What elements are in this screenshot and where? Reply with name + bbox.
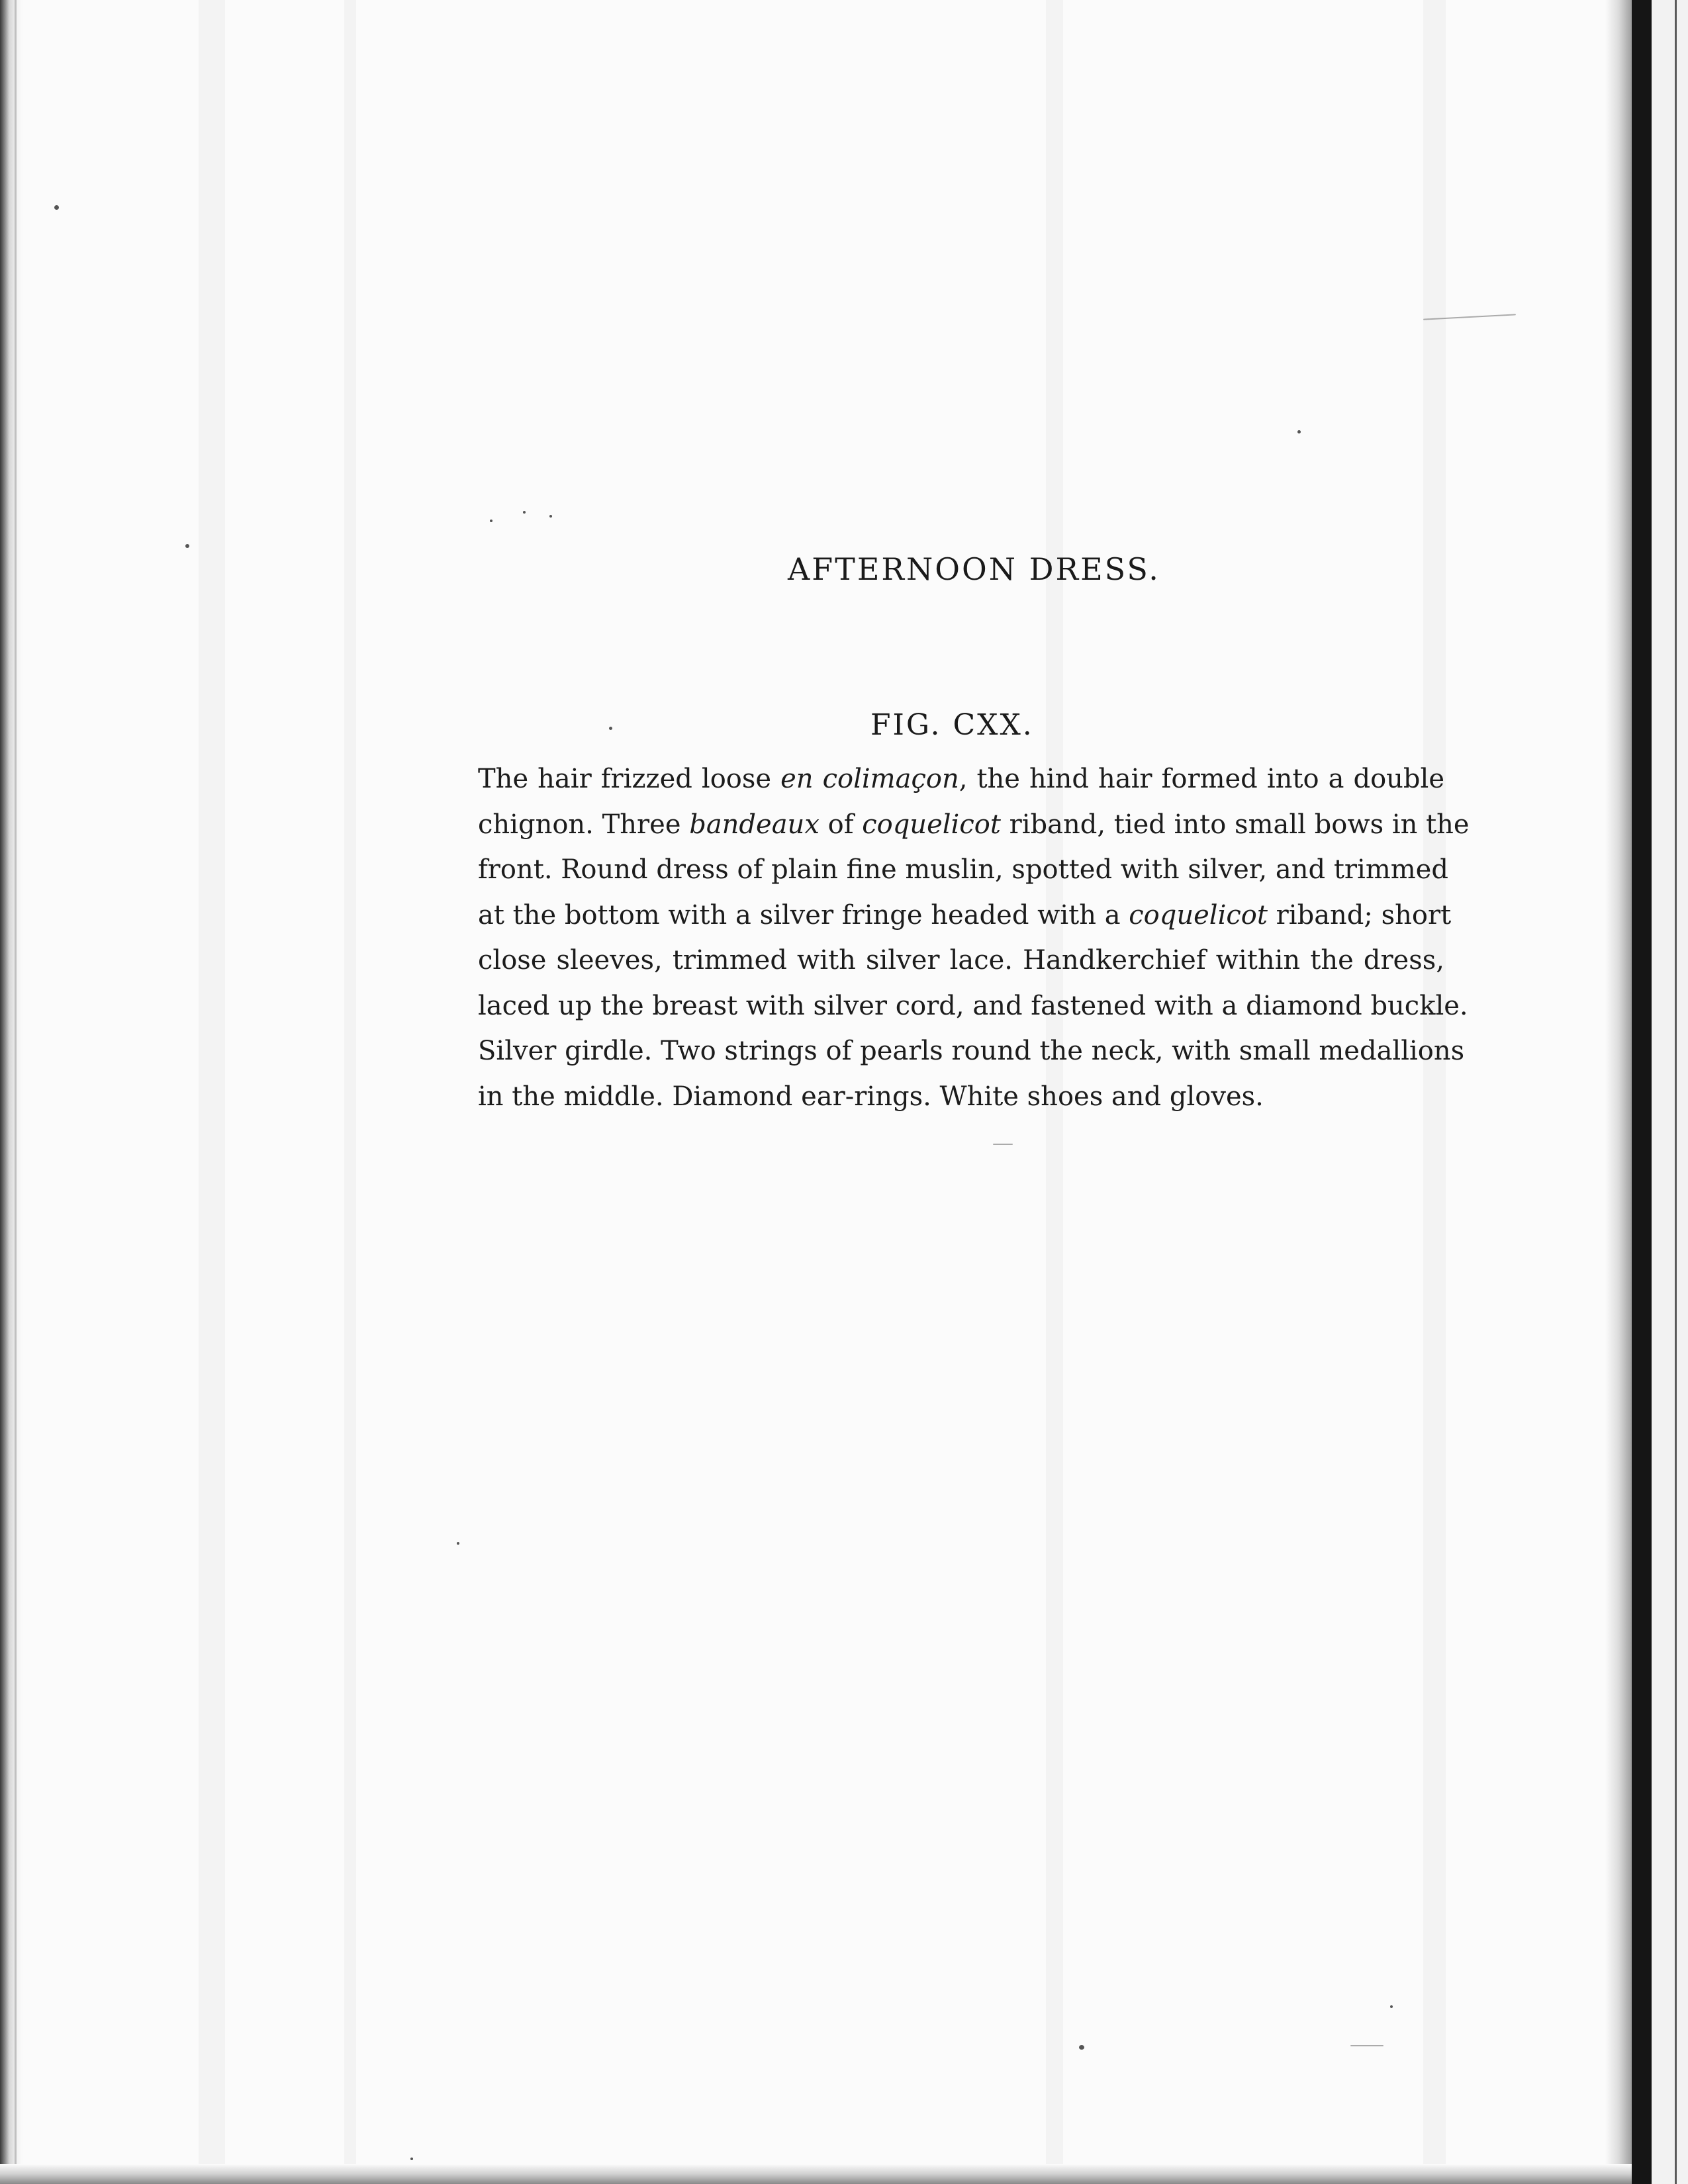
left-binding-edge: [0, 0, 23, 2184]
text-run: at the bottom with a silver fringe headed with a: [478, 899, 1129, 931]
text-line: [478, 1074, 1444, 1120]
text-line: [478, 1028, 1465, 1074]
scan-speck: [185, 544, 189, 548]
text-run: riband, tied into small bows in the: [1000, 809, 1470, 840]
text-run: Silver girdle. Two strings of pearls round the neck, with small medallions: [478, 1036, 1465, 1066]
text-run: , the hind hair formed into a double: [959, 764, 1444, 794]
scan-speck: [1297, 430, 1301, 433]
scan-scratch: [1350, 2045, 1383, 2046]
page-title: AFTERNOON DRESS.: [788, 551, 1160, 587]
right-page-border: [1632, 0, 1652, 2184]
text-run: front. Round dress of plain fine muslin, spotted with silver, and trimmed: [478, 854, 1448, 885]
text-line: [478, 802, 1470, 848]
text-run: riband; short: [1267, 899, 1452, 931]
scan-speck: [523, 511, 526, 514]
text-run: close sleeves, trimmed with silver lace. Handkerchief within the dress,: [478, 945, 1444, 976]
italic-text-run: en colimaçon: [780, 764, 959, 794]
scan-speck: [1079, 2045, 1084, 2050]
text-line: [478, 893, 1452, 938]
scan-speck: [1390, 2005, 1393, 2008]
description-paragraph: [478, 756, 1470, 1119]
scan-speck: [609, 727, 612, 730]
scan-speck: [410, 2158, 413, 2160]
text-line: [478, 847, 1448, 893]
text-line: [478, 756, 1444, 802]
text-run: of: [819, 809, 863, 840]
italic-text-run: coquelicot: [1129, 899, 1268, 931]
figure-label: FIG. CXX.: [870, 708, 1034, 742]
italic-text-run: bandeaux: [689, 809, 820, 840]
right-margin: [1652, 0, 1688, 2184]
scan-streak: [199, 0, 225, 2184]
scan-speck: [549, 515, 552, 518]
scan-speck: [54, 205, 59, 210]
left-binding-line: [15, 0, 17, 2184]
text-run: in the middle. Diamond ear-rings. White shoes and gloves.: [478, 1081, 1264, 1112]
text-run: chignon. Three: [478, 809, 690, 840]
scan-streak: [344, 0, 356, 2184]
scan-speck: [490, 520, 492, 522]
text-line: [478, 938, 1444, 983]
text-line: [478, 983, 1468, 1029]
right-edge-line: [1675, 0, 1677, 2184]
text-run: laced up the breast with silver cord, and fastened with a diamond buckle.: [478, 990, 1468, 1021]
scan-scratch: [993, 1144, 1013, 1145]
bottom-page-edge: [0, 2164, 1632, 2184]
scan-speck: [457, 1542, 459, 1545]
italic-text-run: coquelicot: [862, 809, 1001, 840]
right-page-shadow: [1605, 0, 1632, 2184]
text-run: The hair frizzed loose: [478, 764, 781, 794]
